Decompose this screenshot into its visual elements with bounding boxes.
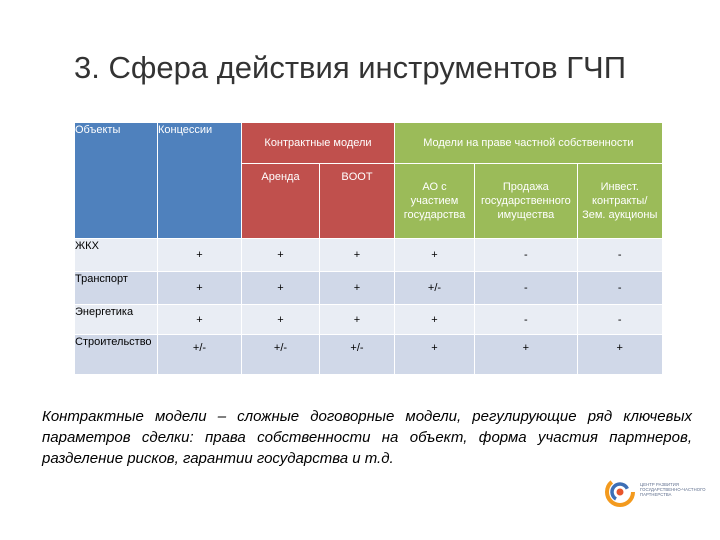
cell-value: +/- (395, 272, 475, 305)
note-text: – сложные договорные модели, регулирующие ряд ключевых параметров сделки: права собственности на объект, форма участия партнеров, разделение рисков, гарантии государства и т.д. (42, 408, 692, 467)
cell-value: + (320, 239, 395, 272)
cell-value: + (242, 305, 320, 335)
row-label: Транспорт (75, 272, 158, 305)
cell-value: + (242, 272, 320, 305)
swirl-logo-icon (604, 476, 636, 508)
cell-value: - (475, 239, 578, 272)
table-row (75, 305, 663, 335)
cell-value: + (242, 239, 320, 272)
cell-value: + (320, 305, 395, 335)
cell-value: - (577, 305, 662, 335)
cell-value: + (320, 272, 395, 305)
table-row (75, 272, 663, 305)
table-row (75, 335, 663, 375)
definition-note (42, 406, 692, 469)
header-concessions: Концессии (158, 123, 242, 239)
header-ownership-models: Модели на праве частной собственности (395, 123, 663, 164)
cell-value: + (577, 335, 662, 375)
cell-value: + (395, 239, 475, 272)
cell-value: + (158, 305, 242, 335)
row-label: Строительство (75, 335, 158, 375)
cell-value: +/- (158, 335, 242, 375)
cell-value: + (475, 335, 578, 375)
cell-value: - (577, 239, 662, 272)
logo-text: ЦЕНТР РАЗВИТИЯ ГОСУДАРСТВЕННО-ЧАСТНОГО ПАРТНЕРСТВА (640, 482, 706, 497)
header-contract-models: Контрактные модели (242, 123, 395, 164)
row-label: Энергетика (75, 305, 158, 335)
cell-value: + (158, 239, 242, 272)
cell-value: +/- (242, 335, 320, 375)
cell-value: - (577, 272, 662, 305)
subheader-rent: Аренда (242, 164, 320, 239)
cell-value: - (475, 305, 578, 335)
table-row (75, 239, 663, 272)
organization-logo (604, 476, 714, 520)
ppp-instruments-table (74, 122, 663, 375)
cell-value: + (395, 305, 475, 335)
row-label: ЖКХ (75, 239, 158, 272)
subheader-sale: Продажа государственного имущества (475, 164, 578, 239)
slide-title: 3. Сфера действия инструментов ГЧП (74, 50, 626, 85)
cell-value: + (158, 272, 242, 305)
subheader-invest: Инвест. контракты/Зем. аукционы (577, 164, 662, 239)
header-objects: Объекты (75, 123, 158, 239)
subheader-ao: АО с участием государства (395, 164, 475, 239)
subheader-boot: BOOT (320, 164, 395, 239)
cell-value: +/- (320, 335, 395, 375)
note-term: Контрактные модели (42, 408, 207, 425)
cell-value: - (475, 272, 578, 305)
cell-value: + (395, 335, 475, 375)
